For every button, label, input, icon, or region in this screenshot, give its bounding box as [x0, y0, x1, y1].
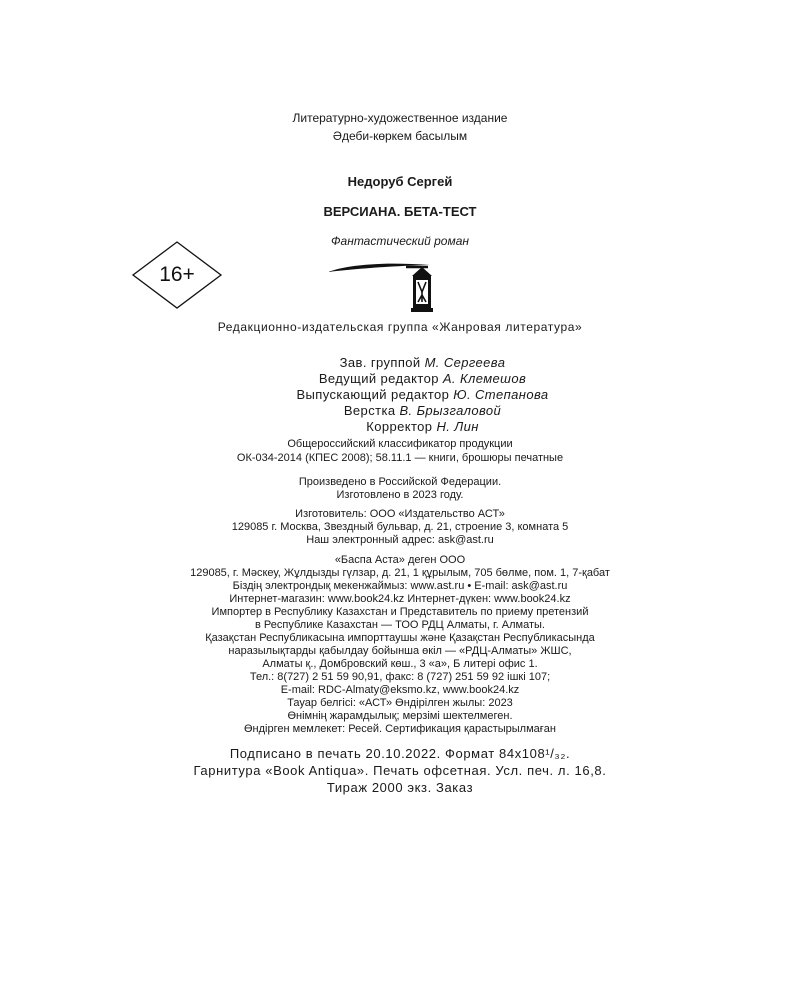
- kz-block-line: Тел.: 8(727) 2 51 59 90,91, факс: 8 (727) 251 59 92 ішкі 107;: [249, 671, 551, 683]
- kz-block-line: Өнімнің жарамдылық; мерзімі шектелмеген.: [287, 710, 513, 722]
- kz-block-line: 129085, г. Мәскеу, Жұлдызды гүлзар, д. 21, 1 құрылым, 705 бөлме, пом. 1, 7-қабат: [190, 567, 610, 579]
- credit-name: Ю. Степанова: [453, 387, 549, 402]
- print-info-line: Гарнитура «Book Antiqua». Печать офсетная. Усл. печ. л. 16,8.: [193, 763, 607, 778]
- kz-block-line: наразылықтарды қабылдау бойынша өкіл — «РДЦ-Алматы» ЖШС,: [228, 645, 572, 657]
- print-info-line: Подписано в печать 20.10.2022. Формат 84х108¹/₃₂.: [229, 746, 571, 761]
- kz-block-line: в Республике Казахстан — ТОО РДЦ Алматы, г. Алматы.: [255, 619, 545, 631]
- kz-block-line: «Баспа Аста» деген ООО: [334, 554, 466, 566]
- kz-block-line: E-mail: RDC-Almaty@eksmo.kz, www.book24.kz: [280, 684, 520, 696]
- book-subtitle: Фантастический роман: [331, 234, 469, 248]
- kz-block-line: Өндірген мемлекет: Ресей. Сертификация қарастырылмаған: [244, 723, 556, 735]
- origin-line: Изготовлено в 2023 году.: [336, 489, 464, 501]
- kz-block-line: Импортер в Республику Казахстан и Представитель по приему претензий: [211, 606, 589, 618]
- book-title: ВЕРСИАНА. БЕТА-ТЕСТ: [323, 204, 477, 219]
- credit-role: Корректор: [366, 419, 433, 434]
- kz-block-line: Біздің электрондық мекенжаймыз: www.ast.ru • E-mail: ask@ast.ru: [232, 580, 568, 592]
- credit-role: Верстка: [343, 403, 396, 418]
- age-rating-label: 16+: [159, 263, 195, 286]
- credit-name: А. Клемешов: [442, 371, 527, 386]
- credit-line: [0, 371, 800, 386]
- genre-kz: Әдеби-көркем басылым: [332, 129, 468, 143]
- kz-block-line: Интернет-магазин: www.book24.kz Интернет-дүкен: www.book24.kz: [229, 593, 571, 605]
- publisher-group: Редакционно-издательская группа «Жанровая литература»: [217, 320, 583, 334]
- publisher-lantern-logo-icon: [328, 262, 448, 314]
- print-info-line: Тираж 2000 экз. Заказ: [326, 780, 474, 795]
- credit-name: Н. Лин: [436, 419, 479, 434]
- credit-name: В. Брызгаловой: [399, 403, 502, 418]
- credit-line: [0, 355, 800, 370]
- book-author: Недоруб Сергей: [347, 174, 453, 189]
- kz-block-line: Тауар белгісі: «АСТ» Өндірілген жылы: 2023: [287, 697, 513, 709]
- classifier-line: Общероссийский классификатор продукции: [287, 438, 513, 450]
- credit-role: Ведущий редактор: [318, 371, 439, 386]
- kz-block-line: Алматы қ., Домбровский көш., 3 «а», Б литері офис 1.: [262, 658, 538, 670]
- genre-ru: Литературно-художественное издание: [292, 111, 508, 125]
- age-rating-badge: [131, 240, 223, 310]
- origin-line: Произведено в Российской Федерации.: [298, 476, 502, 488]
- manufacturer-line: Наш электронный адрес: ask@ast.ru: [306, 534, 494, 546]
- credit-role: Зав. группой: [339, 355, 421, 370]
- credit-role: Выпускающий редактор: [296, 387, 450, 402]
- manufacturer-line: Изготовитель: ООО «Издательство АСТ»: [295, 508, 505, 520]
- credit-line: [0, 403, 800, 418]
- credit-line: [0, 419, 800, 434]
- credit-name: М. Сергеева: [424, 355, 506, 370]
- classifier-line: ОК-034-2014 (КПЕС 2008); 58.11.1 — книги, брошюры печатные: [236, 452, 564, 464]
- credit-line: [0, 387, 800, 402]
- manufacturer-line: 129085 г. Москва, Звездный бульвар, д. 21, строение 3, комната 5: [231, 521, 569, 533]
- kz-block-line: Қазақстан Республикасына импорттаушы және Қазақстан Республикасында: [205, 632, 595, 644]
